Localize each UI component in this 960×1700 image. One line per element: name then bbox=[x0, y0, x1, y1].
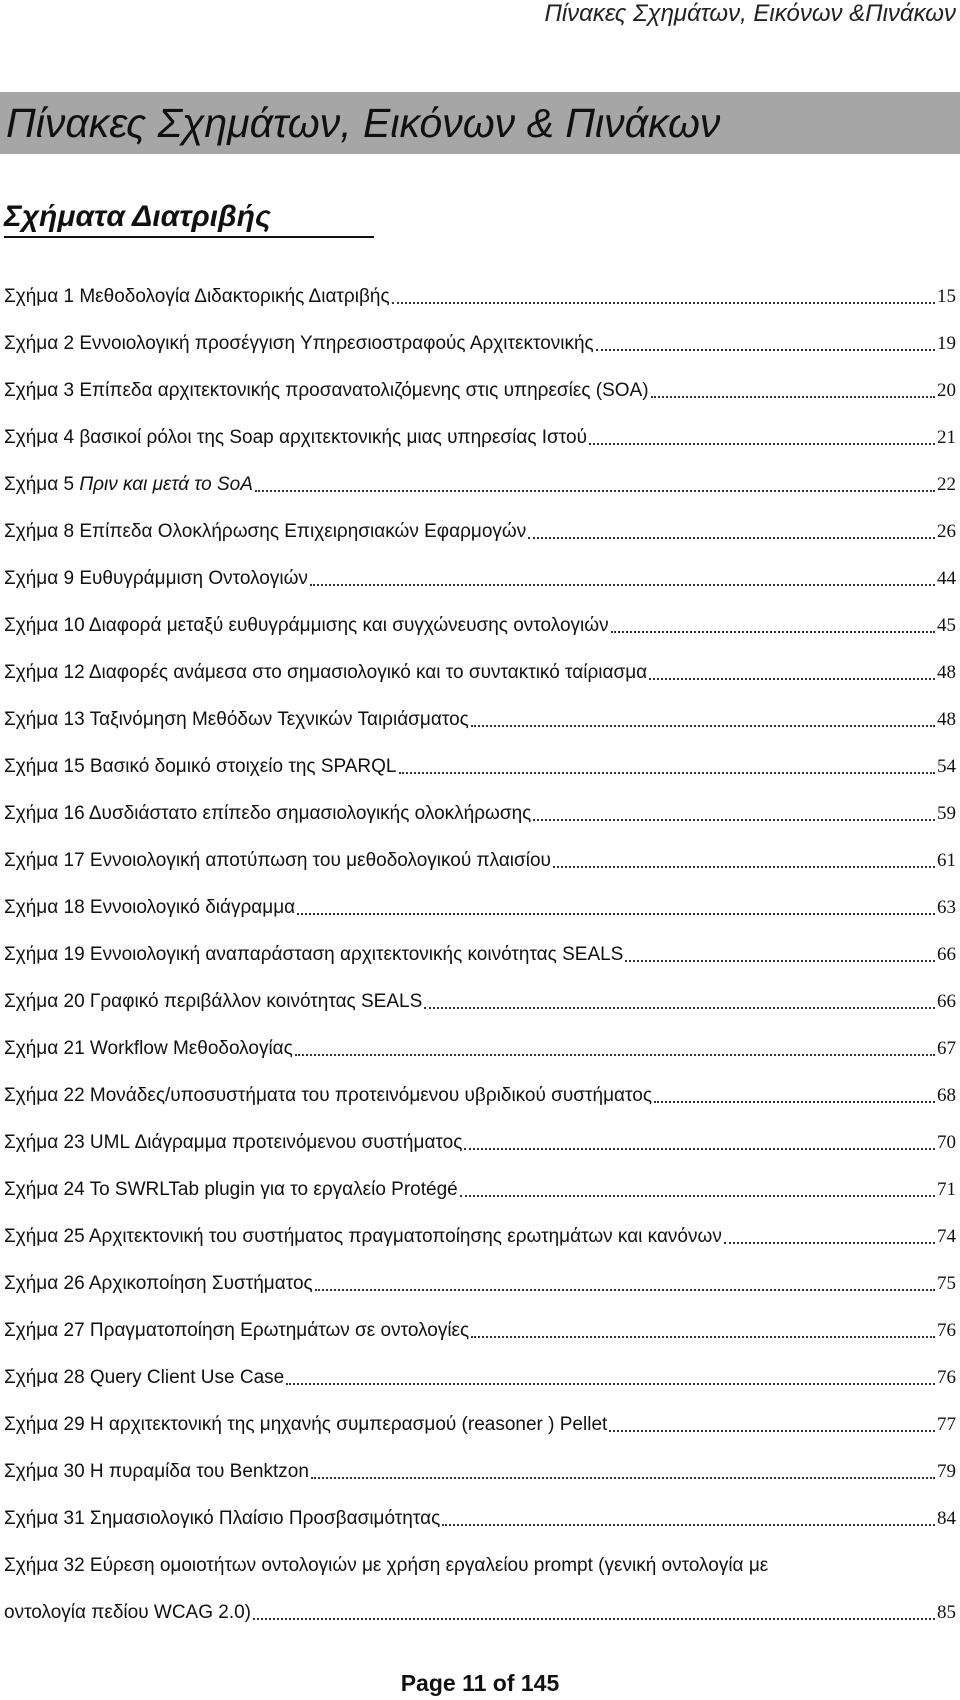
page-title: Πίνακες Σχημάτων, Εικόνων & Πινάκων bbox=[6, 100, 721, 146]
running-header: Πίνακες Σχημάτων, Εικόνων &Πινάκων bbox=[544, 0, 956, 27]
toc-entry-text bbox=[4, 755, 397, 779]
toc-entry-label: Σχήμα 25 Αρχιτεκτονική του συστήματος πραγματοποίησης ερωτημάτων και κανόνων bbox=[4, 1226, 722, 1247]
toc-entry-text bbox=[4, 567, 308, 591]
toc-entry[interactable] bbox=[4, 967, 956, 1014]
toc-entry[interactable] bbox=[4, 1155, 956, 1202]
toc-entry-text bbox=[4, 896, 295, 920]
toc-entry-label: Σχήμα 5 bbox=[4, 474, 80, 495]
section-underline bbox=[4, 236, 374, 238]
dot-leader bbox=[651, 396, 935, 398]
dot-leader bbox=[609, 1430, 935, 1432]
toc-entry-page: 61 bbox=[937, 850, 956, 871]
toc-entry-page: 70 bbox=[937, 1132, 956, 1153]
toc-entry-text-line1: Σχήμα 32 Εύρεση ομοιοτήτων οντολογιών με χρήση εργαλείου prompt (γενική οντολογία με bbox=[4, 1555, 769, 1576]
dot-leader bbox=[533, 819, 935, 821]
toc-entry-page: 76 bbox=[937, 1367, 956, 1388]
toc-entry-text-line2: οντολογία πεδίου WCAG 2.0) bbox=[4, 1602, 252, 1623]
toc-entry-label: Σχήμα 27 Πραγματοποίηση Ερωτημάτων σε οντολογίες bbox=[4, 1320, 470, 1341]
dot-leader bbox=[297, 913, 935, 915]
toc-entry-label: Σχήμα 24 Το SWRLTab plugin για το εργαλείο Protégé bbox=[4, 1179, 458, 1200]
dot-leader bbox=[286, 1383, 935, 1385]
dot-leader bbox=[442, 1524, 935, 1526]
dot-leader bbox=[553, 866, 935, 868]
toc-entry-page: 77 bbox=[937, 1414, 956, 1435]
toc-entry[interactable] bbox=[4, 732, 956, 779]
toc-entry-label: Σχήμα 23 UML Διάγραμμα προτεινόμενου συστήματος bbox=[4, 1132, 463, 1153]
dot-leader bbox=[392, 302, 935, 304]
toc-entry[interactable] bbox=[4, 262, 956, 309]
toc-entry-text bbox=[4, 802, 531, 826]
page-footer: Page 11 of 145 bbox=[400, 1670, 560, 1696]
dot-leader bbox=[464, 1148, 935, 1150]
toc-entry[interactable] bbox=[4, 1390, 956, 1437]
toc-entry-text bbox=[4, 661, 647, 685]
dot-leader bbox=[471, 1336, 935, 1338]
toc-entry-label: Σχήμα 8 Επίπεδα Ολοκλήρωσης Επιχειρησιακών Εφαρμογών bbox=[4, 521, 527, 542]
toc-entry-text bbox=[4, 943, 623, 967]
title-band bbox=[0, 92, 960, 154]
toc-entry-label: Σχήμα 17 Εννοιολογική αποτύπωση του μεθοδολογικού πλαισίου bbox=[4, 850, 551, 871]
toc-entry-text bbox=[4, 990, 422, 1014]
dot-leader bbox=[424, 1007, 935, 1009]
toc-entry-text bbox=[4, 1225, 722, 1249]
section-title: Σχήματα Διατριβής bbox=[4, 200, 271, 233]
toc-entry-label: Σχήμα 4 βασικοί ρόλοι της Soap αρχιτεκτονικής μιας υπηρεσίας Ιστού bbox=[4, 427, 587, 448]
toc-entry[interactable] bbox=[4, 497, 956, 544]
dot-leader bbox=[295, 1054, 935, 1056]
toc-entry-text bbox=[4, 1460, 309, 1484]
toc-entry-label: Σχήμα 2 Εννοιολογική προσέγγιση Υπηρεσιοστραφούς Αρχιτεκτονικής bbox=[4, 333, 594, 354]
toc-entry[interactable] bbox=[4, 873, 956, 920]
toc-entry-page: 21 bbox=[937, 427, 956, 448]
dot-leader bbox=[589, 443, 935, 445]
toc-entry-page: 66 bbox=[937, 944, 956, 965]
toc-entry-label: Σχήμα 21 Workflow Μεθοδολογίας bbox=[4, 1038, 293, 1059]
toc-entry[interactable] bbox=[4, 1484, 956, 1531]
toc-entry-text bbox=[4, 332, 594, 356]
toc-entry[interactable] bbox=[4, 544, 956, 591]
toc-entry-page: 76 bbox=[937, 1320, 956, 1341]
toc-entry-label: Σχήμα 26 Αρχικοποίηση Συστήματος bbox=[4, 1273, 313, 1294]
toc-entry-page: 63 bbox=[937, 897, 956, 918]
dot-leader bbox=[649, 678, 935, 680]
dot-leader bbox=[253, 1618, 935, 1620]
dot-leader bbox=[255, 490, 935, 492]
dot-leader bbox=[654, 1101, 935, 1103]
toc-entry-text bbox=[4, 473, 253, 497]
dot-leader bbox=[528, 537, 935, 539]
dot-leader bbox=[310, 584, 935, 586]
toc-entry[interactable] bbox=[4, 1343, 956, 1390]
toc-entry-page: 48 bbox=[937, 662, 956, 683]
toc-entry-page: 45 bbox=[937, 615, 956, 636]
toc-entry-label: Σχήμα 28 Query Client Use Case bbox=[4, 1367, 285, 1388]
toc-entry-text bbox=[4, 1037, 293, 1061]
toc-entry-page: 68 bbox=[937, 1085, 956, 1106]
toc-entry-page: 75 bbox=[937, 1273, 956, 1294]
toc-entry[interactable] bbox=[4, 1296, 956, 1343]
toc-entry[interactable] bbox=[4, 1202, 956, 1249]
toc-entry-label: Σχήμα 9 Ευθυγράμμιση Οντολογιών bbox=[4, 568, 308, 589]
toc-entry-figure-32[interactable] bbox=[4, 1531, 956, 1625]
toc-entry-text bbox=[4, 1366, 284, 1390]
toc-entry-page: 59 bbox=[937, 803, 956, 824]
toc-entry-text bbox=[4, 1272, 313, 1296]
toc-entry[interactable] bbox=[4, 638, 956, 685]
toc-entry-label: Σχήμα 30 Η πυραμίδα του Benktzon bbox=[4, 1461, 309, 1482]
toc-entry-page: 15 bbox=[937, 286, 956, 307]
toc-entry[interactable] bbox=[4, 1061, 956, 1108]
dot-leader bbox=[315, 1289, 935, 1291]
toc-entry[interactable] bbox=[4, 920, 956, 967]
toc-entry-label: Σχήμα 29 Η αρχιτεκτονική της μηχανής συμπερασμού (reasoner ) Pellet bbox=[4, 1414, 608, 1435]
dot-leader bbox=[625, 960, 935, 962]
toc-entry-label: Σχήμα 12 Διαφορές ανάμεσα στο σημασιολογικό και το συντακτικό ταίριασμα bbox=[4, 662, 648, 683]
toc-entry-label: Σχήμα 22 Μονάδες/υποσυστήματα του προτεινόμενου υβριδικού συστήματος bbox=[4, 1085, 652, 1106]
toc-entry-label: Σχήμα 1 Μεθοδολογία Διδακτορικής Διατριβής bbox=[4, 286, 390, 307]
toc-entry-italic-label: Πριν και μετά το SoA bbox=[79, 474, 253, 495]
toc-entry[interactable] bbox=[4, 356, 956, 403]
toc-entry[interactable] bbox=[4, 685, 956, 732]
toc-entry-text bbox=[4, 849, 551, 873]
toc-entry-page: 66 bbox=[937, 991, 956, 1012]
table-of-figures bbox=[4, 262, 956, 1625]
toc-entry-page: 19 bbox=[937, 333, 956, 354]
dot-leader bbox=[311, 1477, 935, 1479]
toc-entry-page: 67 bbox=[937, 1038, 956, 1059]
toc-entry[interactable] bbox=[4, 779, 956, 826]
toc-entry[interactable] bbox=[4, 1437, 956, 1484]
toc-entry-label: Σχήμα 31 Σημασιολογικό Πλαίσιο Προσβασιμότητας bbox=[4, 1508, 441, 1529]
dot-leader bbox=[611, 631, 935, 633]
toc-entry-page: 44 bbox=[937, 568, 956, 589]
toc-entry-text bbox=[4, 285, 390, 309]
toc-entry-text bbox=[4, 1413, 607, 1437]
toc-entry[interactable] bbox=[4, 591, 956, 638]
toc-entry[interactable] bbox=[4, 1014, 956, 1061]
toc-entry[interactable] bbox=[4, 450, 956, 497]
toc-entry-page: 79 bbox=[937, 1461, 956, 1482]
toc-entry-label: Σχήμα 3 Επίπεδα αρχιτεκτονικής προσανατολιζόμενης στις υπηρεσίες (SOA) bbox=[4, 380, 649, 401]
dot-leader bbox=[471, 725, 935, 727]
toc-entry-page: 54 bbox=[937, 756, 956, 777]
toc-entry-text bbox=[4, 1131, 462, 1155]
toc-entry[interactable] bbox=[4, 1108, 956, 1155]
toc-entry-page: 74 bbox=[937, 1226, 956, 1247]
toc-entry-label: Σχήμα 10 Διαφορά μεταξύ ευθυγράμμισης και συγχώνευσης οντολογιών bbox=[4, 615, 609, 636]
toc-entry-text bbox=[4, 1084, 652, 1108]
toc-entry-label: Σχήμα 19 Εννοιολογική αναπαράσταση αρχιτεκτονικής κοινότητας SEALS bbox=[4, 944, 624, 965]
toc-entry-text bbox=[4, 708, 469, 732]
toc-entry-page: 71 bbox=[937, 1179, 956, 1200]
toc-entry-text bbox=[4, 1507, 440, 1531]
toc-entry[interactable] bbox=[4, 826, 956, 873]
toc-entry-label: Σχήμα 15 Βασικό δομικό στοιχείο της SPARQL bbox=[4, 756, 397, 777]
toc-entry-page: 26 bbox=[937, 521, 956, 542]
dot-leader bbox=[460, 1195, 935, 1197]
toc-entry-label: Σχήμα 16 Δυσδιάστατο επίπεδο σημασιολογικής ολοκλήρωσης bbox=[4, 803, 532, 824]
toc-entry-label: Σχήμα 13 Ταξινόμηση Μεθόδων Τεχνικών Ταιριάσματος bbox=[4, 709, 469, 730]
dot-leader bbox=[399, 772, 936, 774]
toc-entry[interactable] bbox=[4, 309, 956, 356]
dot-leader bbox=[596, 349, 935, 351]
toc-entry-text bbox=[4, 426, 587, 450]
toc-entry-label: Σχήμα 20 Γραφικό περιβάλλον κοινότητας SEALS bbox=[4, 991, 423, 1012]
toc-entry-label: Σχήμα 18 Εννοιολογικό διάγραμμα bbox=[4, 897, 296, 918]
toc-entry-page: 85 bbox=[937, 1602, 956, 1623]
toc-entry-page: 22 bbox=[937, 474, 956, 495]
toc-entry-text bbox=[4, 1319, 469, 1343]
toc-entry-page: 48 bbox=[937, 709, 956, 730]
toc-entry-page: 84 bbox=[937, 1508, 956, 1529]
dot-leader bbox=[724, 1242, 935, 1244]
toc-entry-text bbox=[4, 520, 526, 544]
toc-entry-page: 20 bbox=[937, 380, 956, 401]
toc-entry[interactable] bbox=[4, 1249, 956, 1296]
toc-entry-text bbox=[4, 379, 649, 403]
toc-entry[interactable] bbox=[4, 403, 956, 450]
toc-entry-text bbox=[4, 614, 609, 638]
toc-entry-text bbox=[4, 1178, 458, 1202]
